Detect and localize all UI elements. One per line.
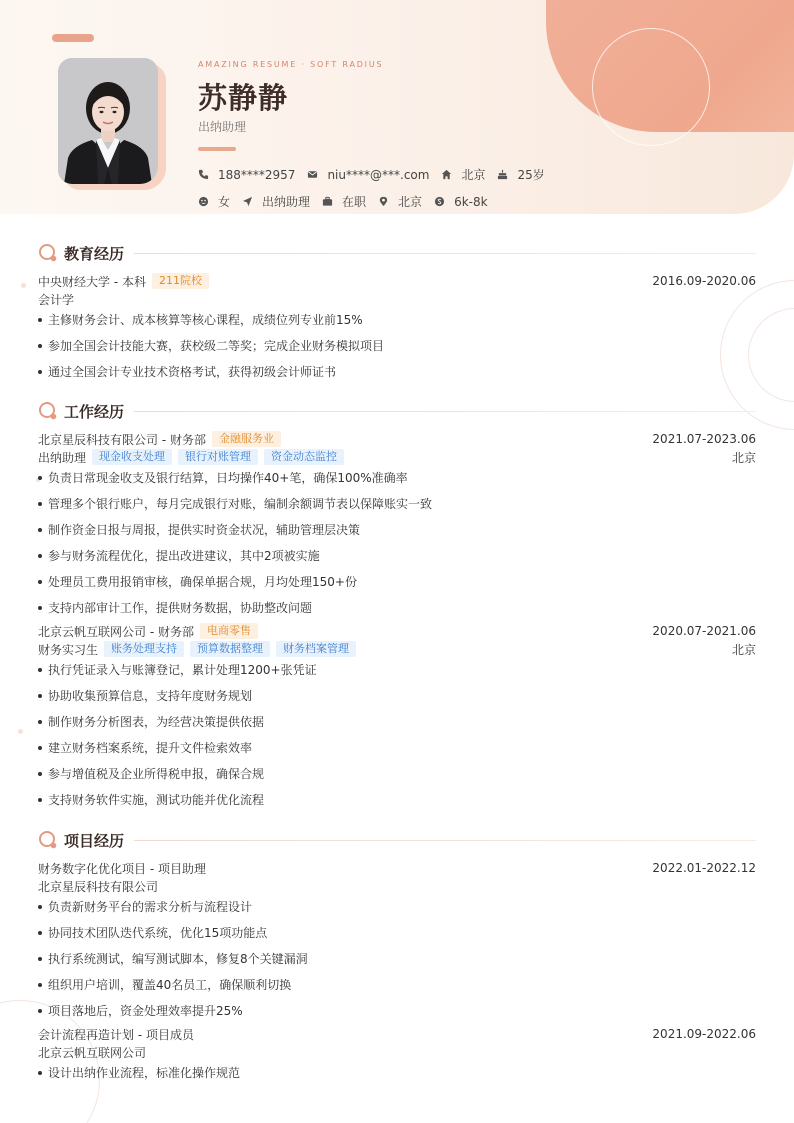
skill-tag: 预算数据整理: [190, 641, 270, 657]
job-role-row: [38, 448, 756, 466]
projects-section-header: [38, 830, 756, 850]
home-icon: [441, 169, 452, 180]
industry-tag: 金融服务业: [212, 431, 281, 447]
location-info: [378, 193, 422, 210]
education-entry-header: [38, 272, 756, 290]
contact-row: [198, 166, 557, 183]
briefcase-icon: [322, 196, 333, 207]
project-entry-header: [38, 859, 756, 877]
candidate-name: 苏静静: [198, 81, 289, 115]
job-entry-header: [38, 622, 756, 640]
city-text: 北京: [461, 168, 486, 182]
section-title: 项目经历: [64, 831, 125, 850]
status-info: [322, 193, 366, 210]
job-role-row: [38, 640, 756, 658]
section-divider: [134, 840, 756, 841]
section-title: 工作经历: [64, 402, 125, 421]
school-name: 中央财经大学 - 本科: [38, 274, 146, 289]
skill-tag: 账务处理支持: [104, 641, 184, 657]
salary-text: 6k-8k: [454, 194, 488, 209]
project-org: 北京云帆互联网公司: [38, 1045, 147, 1060]
avatar: [58, 58, 158, 184]
section-divider: [134, 411, 756, 412]
role-name: 出纳助理: [38, 450, 87, 465]
phone-number: 188****2957: [218, 167, 296, 182]
location-pin-icon: [378, 196, 389, 207]
search-icon: [38, 243, 58, 263]
project-date: 2021.09-2022.06: [652, 1027, 756, 1041]
skill-tag: 财务档案管理: [276, 641, 356, 657]
job-city: 北京: [731, 450, 756, 465]
project-entry-header: [38, 1025, 756, 1043]
resume-tagline: AMAZING RESUME · SOFT RADIUS: [198, 60, 384, 69]
search-icon: [38, 830, 58, 850]
major-name: 会计学: [38, 292, 75, 307]
section-title: 教育经历: [64, 244, 125, 263]
section-divider: [134, 253, 756, 254]
gender-text: 女: [218, 195, 231, 209]
accent-divider: [198, 147, 236, 151]
work-section-header: [38, 401, 756, 421]
age-info: [497, 166, 544, 183]
decorative-dot: [21, 283, 26, 288]
location-text: 北京: [398, 195, 423, 209]
project-name: 财务数字化优化项目 - 项目助理: [38, 861, 206, 876]
send-icon: [242, 196, 253, 207]
decorative-dot: [18, 729, 23, 734]
mail-icon: [307, 169, 318, 180]
skill-tag: 资金动态监控: [264, 449, 344, 465]
project-date: 2022.01-2022.12: [652, 861, 756, 875]
intent-row: [198, 193, 500, 210]
job-date: 2021.07-2023.06: [652, 432, 756, 446]
search-icon: [38, 401, 58, 421]
intent-info: [242, 193, 310, 210]
phone-info: [198, 168, 295, 182]
email-address: niu****@***.com: [327, 167, 430, 182]
school-tag: 211院校: [152, 273, 209, 289]
salary-info: [434, 195, 488, 209]
project-name: 会计流程再造计划 - 项目成员: [38, 1027, 194, 1042]
company-name: 北京云帆互联网公司 - 财务部: [38, 624, 194, 639]
email-info: [307, 168, 429, 182]
industry-tag: 电商零售: [200, 623, 258, 639]
decorative-bar: [52, 34, 94, 42]
education-section-header: [38, 243, 756, 263]
decorative-circle: [592, 28, 710, 146]
project-org-row: [38, 877, 756, 895]
face-icon: [198, 196, 209, 207]
job-date: 2020.07-2021.06: [652, 624, 756, 638]
status-text: 在职: [342, 195, 367, 209]
project-org-row: [38, 1043, 756, 1061]
education-major-row: [38, 290, 756, 308]
phone-icon: [198, 169, 209, 180]
intent-text: 出纳助理: [262, 195, 311, 209]
project-org: 北京星辰科技有限公司: [38, 879, 159, 894]
job-city: 北京: [731, 642, 756, 657]
company-name: 北京星辰科技有限公司 - 财务部: [38, 432, 206, 447]
cake-icon: [497, 169, 508, 180]
gender-info: [198, 193, 230, 210]
job-entry-header: [38, 430, 756, 448]
age-text: 25岁: [517, 168, 545, 182]
money-icon: [434, 196, 445, 207]
skill-tag: 银行对账管理: [178, 449, 258, 465]
education-date: 2016.09-2020.06: [652, 274, 756, 288]
skill-tag: 现金收支处理: [92, 449, 172, 465]
city-info: [441, 166, 485, 183]
job-title: 出纳助理: [198, 120, 247, 134]
role-name: 财务实习生: [38, 642, 99, 657]
